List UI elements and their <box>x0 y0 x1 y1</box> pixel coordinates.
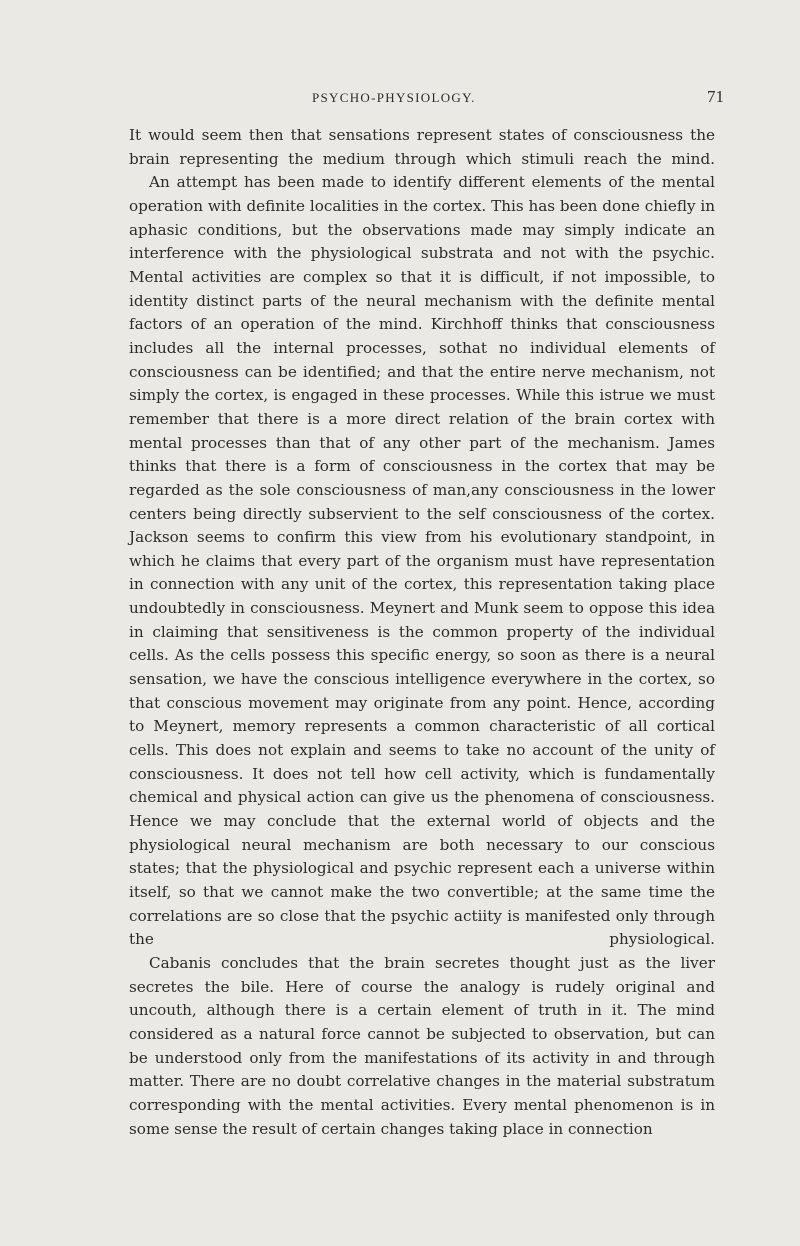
paragraph-2: An attempt has been made to identify different elements of the mental operation with definite localities in the cortex. This has been done chiefly in aphasic conditions, but the observations made may simply indicate an interference with the physiological substrata and not with the psychic. Mental activities are complex so that it is difficult, if not impossible, to identity distinct parts of the neural mechanism with the definite mental factors of an operation of the mind. Kirchhoff thinks that consciousness includes all the internal processes, sothat no individual elements of consciousness can be identified; and that the entire nerve mechanism, not simply the cortex, is engaged in these processes. While this istrue we must remember that there is a more direct relation of the brain cortex with mental processes than that of any other part of the mechanism. James thinks that there is a form of consciousness in the cortex that may be regarded as the sole consciousness of man,any consciousness in the lower centers being directly subservient to the self consciousness of the cortex. Jackson seems to confirm this view from his evolutionary standpoint, in which he claims that every part of the organism must have representation in connection with any unit of the cortex, this representation taking place undoubtedly in consciousness. Meynert and Munk seem to oppose this idea in claiming that sensitiveness is the common property of the individual cells. As the cells possess this specific energy, so soon as there is a neural sensation, we have the conscious intelligence everywhere in the cortex, so that conscious movement may originate from any point. Hence, according to Meynert, memory represents a common characteristic of all cortical cells. This does not explain and seems to take no account of the unity of consciousness. It does not tell how cell activity, which is fundamentally chemical and physical action can give us the phenomena of consciousness. Hence we may conclude that the external world of objects and the physiological neural mechanism are both necessary to our conscious states; that the physiological and psychic represent each a universe within itself, so that we cannot make the two convertible; at the same time the correlations are so close that the psychic actiity is manifested only through the physiological. <box>129 173 716 949</box>
paragraph-1: It would seem then that sensations represent states of consciousness the brain representing the medium through which stimuli reach the mind. <box>129 126 715 168</box>
paragraph-3: Cabanis concludes that the brain secretes thought just as the liver secretes the bile. Here of course the analogy is rudely original and uncouth, although there is a certain element of truth in it. The mind considered as a natural force cannot be subjected to observation, but can be understood only from the manifestations of its activity in and through matter. There are no doubt correlative changes in the material substratum corresponding with the mental activities. Every mental phenomenon is in some sense the result of certain changes taking place in connection <box>129 953 715 1138</box>
running-title: PSYCHO-PHYSIOLOGY. <box>312 90 476 105</box>
page-number: 71 <box>707 87 724 106</box>
running-head <box>0 88 800 110</box>
body-text <box>129 124 715 1141</box>
